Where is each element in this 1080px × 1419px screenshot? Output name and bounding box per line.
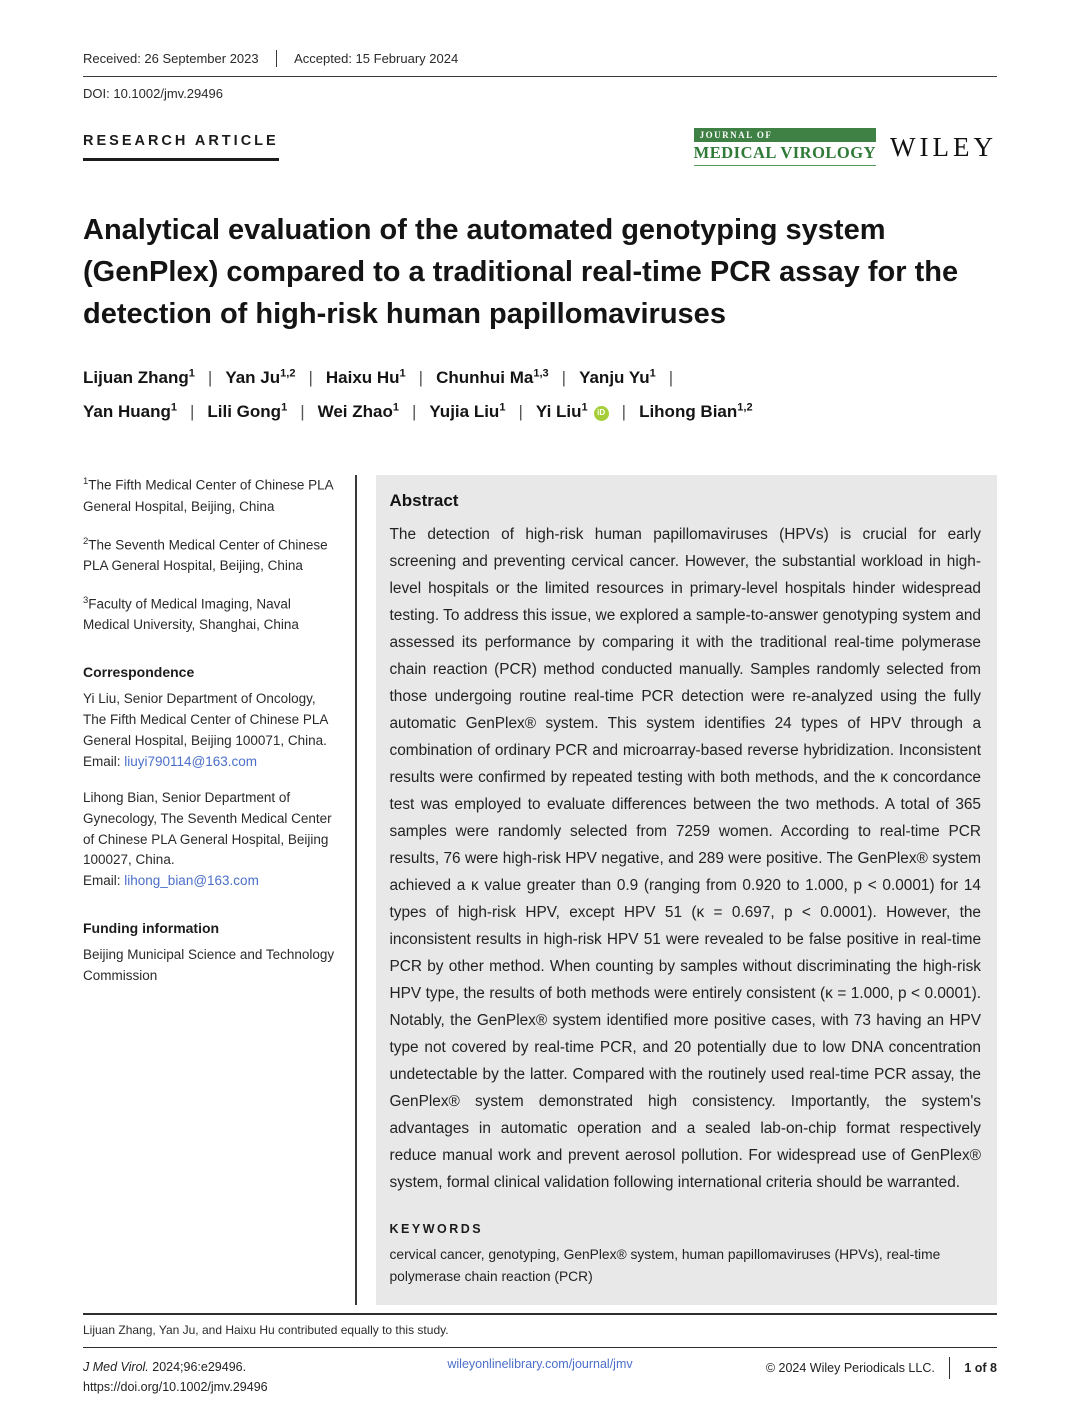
type-row (83, 128, 997, 166)
correspondence-text: Yi Liu, Senior Department of Oncology, The Fifth Medical Center of Chinese PLA General Hospital, Beijing 100071, China. (83, 690, 328, 748)
author-name: Yanju Yu$^1$ (579, 367, 656, 388)
email-label: Email: (83, 753, 125, 769)
correspondence-entry (83, 689, 341, 773)
author-name: Lili Gong$^1$ (207, 401, 288, 422)
funding-heading: Funding information (83, 920, 220, 937)
author-separator: | (411, 402, 417, 422)
author-name: Yi Liu$^1$ (535, 401, 588, 422)
correspondence-text: Lihong Bian, Senior Department of Gynecology, The Seventh Medical Center of Chinese PLA General Hospital, Beijing 100027, China. (83, 789, 332, 868)
author-affil-sup: 1 (649, 367, 656, 380)
email-label: Email: (83, 873, 125, 889)
affiliation-sup: 3 (83, 594, 89, 606)
email-link[interactable]: liuyi790114@163.com (124, 753, 258, 769)
email-link[interactable]: lihong_bian@163.com (124, 873, 259, 889)
author-name: Haixu Hu$^1$ (325, 367, 406, 388)
footer-right (633, 1357, 997, 1379)
footer (83, 1348, 997, 1397)
affiliation (83, 475, 341, 517)
correspondence-heading: Correspondence (83, 664, 195, 681)
sidebar (83, 475, 341, 1305)
accepted-date: Accepted: 15 February 2024 (294, 51, 459, 66)
doi-url[interactable]: https://doi.org/10.1002/jmv.29496 (83, 1380, 268, 1394)
column-divider (355, 475, 357, 1305)
author-name: Yujia Liu$^1$ (429, 401, 506, 422)
citation-rest: 2024;96:e29496. (148, 1360, 247, 1374)
author-name: Wei Zhao$^1$ (317, 401, 399, 422)
affiliation-text: Faculty of Medical Imaging, Naval Medical University, Shanghai, China (83, 596, 299, 633)
journal-logo-name: MEDICAL VIROLOGY (694, 142, 876, 166)
author-separator: | (300, 402, 305, 422)
journal-abbrev: J Med Virol. (83, 1360, 149, 1374)
author-separator: | (207, 368, 213, 388)
keywords-text: cervical cancer, genotyping, GenPlex® system, human papillomaviruses (HPVs), real-time polymerase chain reaction (PCR) (389, 1247, 941, 1284)
author-affil-sup: 1,2 (737, 401, 753, 414)
page-title: Analytical evaluation of the automated genotyping system (GenPlex) compared to a traditional real-time PCR assay for the detection of high-risk human papillomaviruses (83, 214, 959, 330)
dates-row (83, 50, 997, 77)
main-content (83, 475, 997, 1305)
article-type-label: RESEARCH ARTICLE (83, 133, 279, 161)
journal-reference (83, 1357, 447, 1377)
author-name: Yan Huang$^1$ (83, 401, 177, 422)
author-affil-sup: 1,3 (533, 367, 549, 380)
affiliation-text: The Fifth Medical Center of Chinese PLA General Hospital, Beijing, China (83, 477, 333, 514)
author-affil-sup: 1 (392, 401, 399, 414)
author-separator: | (308, 368, 313, 388)
abstract-section (376, 475, 998, 1305)
author-list (83, 361, 997, 429)
funding-text: Beijing Municipal Science and Technology Commission (83, 946, 335, 983)
affiliation-sup: 2 (83, 535, 89, 547)
abstract-heading: Abstract (389, 491, 459, 511)
received-date: Received: 26 September 2023 (83, 51, 259, 66)
journal-logo (694, 128, 876, 166)
journal-site-link[interactable]: wileyonlinelibrary.com/journal/jmv (447, 1357, 633, 1371)
author-affil-sup: 1 (188, 367, 195, 380)
affiliation-sup: 1 (83, 476, 89, 488)
page-bottom (83, 1313, 997, 1397)
affiliation (83, 594, 341, 636)
keywords-heading: KEYWORDS (389, 1222, 484, 1237)
page-number: 1 of 8 (964, 1361, 997, 1375)
author-name: Yan Ju$^{1,2}$ (225, 367, 296, 388)
footer-journal-link-wrap (447, 1357, 632, 1371)
doi-line: DOI: 10.1002/jmv.29496 (83, 86, 223, 101)
author-affil-sup: 1 (170, 401, 177, 414)
author-separator: | (518, 402, 523, 422)
author-affil-sup: 1 (399, 367, 406, 380)
affiliation (83, 535, 341, 577)
abstract-text: The detection of high-risk human papillomaviruses (HPVs) is crucial for early screening and preventing cervical cancer. However, the substantial workload in high-level hospitals or the limited resources in primary-level hospitals hinder widespread testing. To address this issue, we explored a sample-to-answer genotyping system and assessed its performance by comparing it with the traditional real-time polymerase chain reaction (PCR) method conducted manually. Samples randomly selected from those undergoing routine real-time PCR detection were re-analyzed using the fully automatic GenPlex® system. This system identifies 24 types of HPV through a combination of ordinary PCR and microarray-based reverse hybridization. Inconsistent results were confirmed by repeated testing with both methods, and the κ concordance test was employed to evaluate differences between the two methods. A total of 365 samples were randomly selected from 7259 women. According to real-time PCR results, 76 were high-risk HPV negative, and 289 were positive. The GenPlex® system achieved a κ value greater than 0.9 (ranging from 0.920 to 1.000, p < 0.0001) for 14 types of high-risk HPV, except HPV 51 (κ = 0.697, p < 0.0001). However, the inconsistent results in high-risk HPV 51 were revealed to be false positive in real-time PCR by other method. When counting by samples without discriminating the high-risk HPV type, the results of both methods were entirely consistent (κ = 1.000, p < 0.0001). Notably, the GenPlex® system identified more positive cases, with 73 having an HPV type not covered by real-time PCR, and 20 potentially due to low DNA concentration undetectable by the latter. Compared with the routinely used real-time PCR assay, the GenPlex® system demonstrated high consistency. Importantly, the system's advantages in automatic operation and a sealed lab-on-chip format respectively reduce manual work and prevent aerosol pollution. For widespread use of GenPlex® system, formal clinical validation following international criteria should be warranted. (389, 526, 981, 1192)
orcid-icon[interactable]: iD (594, 406, 609, 421)
dates-divider (276, 50, 278, 67)
copyright-text: © 2024 Wiley Periodicals LLC. (765, 1361, 935, 1375)
author-separator: | (668, 368, 674, 388)
author-name: Lijuan Zhang$^1$ (83, 367, 195, 388)
footer-citation (83, 1357, 447, 1397)
affiliation-text: The Seventh Medical Center of Chinese PLA General Hospital, Beijing, China (83, 537, 328, 574)
author-name: Chunhui Ma$^{1,3}$ (436, 367, 549, 388)
author-name: Lihong Bian$^{1,2}$ (639, 401, 753, 422)
wiley-logo: WILEY (890, 131, 997, 162)
author-separator: | (621, 402, 627, 422)
author-separator: | (561, 368, 567, 388)
author-affil-sup: 1 (581, 401, 588, 414)
equal-contribution-footnote: Lijuan Zhang, Yan Ju, and Haixu Hu contributed equally to this study. (83, 1323, 449, 1337)
author-affil-sup: 1,2 (280, 367, 296, 380)
footer-divider (949, 1357, 951, 1379)
correspondence-entry (83, 788, 341, 893)
author-affil-sup: 1 (499, 401, 506, 414)
journal-logo-banner: JOURNAL OF (694, 128, 876, 142)
author-affil-sup: 1 (281, 401, 288, 414)
author-separator: | (189, 402, 195, 422)
brand-block (694, 128, 997, 166)
author-separator: | (418, 368, 424, 388)
